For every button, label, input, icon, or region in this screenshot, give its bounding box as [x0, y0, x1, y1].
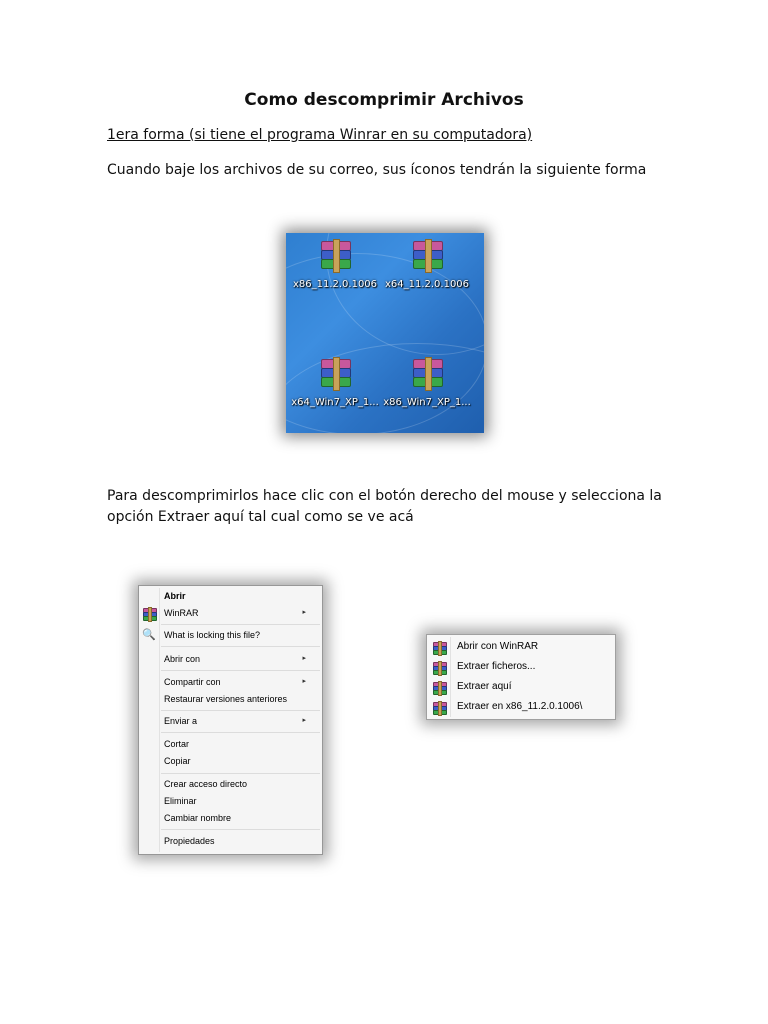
menu-item-extraer-aqui[interactable]: Extraer aquí — [457, 681, 512, 692]
menu-item-winrar[interactable] — [164, 606, 314, 620]
menu-item-cambiar-nombre[interactable]: Cambiar nombre — [164, 813, 232, 823]
menu-item-copiar[interactable]: Copiar — [164, 756, 191, 766]
submenu-arrow-icon: ▸ — [302, 678, 306, 685]
menu-item-enviar-a[interactable] — [164, 714, 314, 728]
menu-item-abrir[interactable]: Abrir — [164, 591, 186, 601]
submenu-arrow-icon: ▸ — [302, 655, 306, 662]
submenu-arrow-icon: ▸ — [302, 609, 306, 616]
winrar-archive-icon — [318, 239, 352, 273]
winrar-icon — [432, 701, 446, 715]
menu-item-label: WinRAR — [164, 608, 199, 618]
winrar-icon — [432, 681, 446, 695]
menu-item-crear-acceso[interactable]: Crear acceso directo — [164, 779, 248, 789]
winrar-archive-icon — [318, 357, 352, 391]
menu-item-label: Abrir con — [164, 654, 201, 664]
desktop-icon-label: x64_11.2.0.1006 — [384, 279, 470, 290]
winrar-icon — [142, 607, 156, 621]
submenu-arrow-icon: ▸ — [302, 717, 306, 724]
section-subtitle: 1era forma (si tiene el programa Winrar en su computadora) — [107, 127, 533, 143]
menu-item-extraer-en[interactable]: Extraer en x86_11.2.0.1006\ — [457, 701, 583, 712]
desktop-icon-label: x86_Win7_XP_1... — [383, 397, 471, 408]
context-menu — [138, 585, 323, 855]
menu-item-abrir-con[interactable] — [164, 652, 314, 666]
winrar-icon — [432, 661, 446, 675]
menu-item-abrir-con-winrar[interactable]: Abrir con WinRAR — [457, 641, 539, 652]
winrar-context-menu — [426, 634, 616, 720]
menu-item-eliminar[interactable]: Eliminar — [164, 796, 197, 806]
menu-item-label: Enviar a — [164, 716, 198, 726]
menu-item-label: Compartir con — [164, 677, 221, 687]
page-title: Como descomprimir Archivos — [244, 90, 524, 110]
desktop-screenshot — [286, 233, 484, 433]
desktop-icon-label: x86_11.2.0.1006 — [292, 279, 378, 290]
magnifier-lock-icon: 🔍 — [142, 629, 156, 641]
winrar-archive-icon — [410, 357, 444, 391]
winrar-archive-icon — [410, 239, 444, 273]
desktop-icon-label: x64_Win7_XP_1... — [291, 397, 379, 408]
menu-item-extraer-ficheros[interactable]: Extraer ficheros... — [457, 661, 536, 672]
menu-item-compartir-con[interactable] — [164, 675, 314, 689]
menu-item-what-is-locking[interactable]: What is locking this file? — [164, 630, 261, 640]
menu-item-restaurar[interactable]: Restaurar versiones anteriores — [164, 694, 288, 704]
paragraph-icons: Cuando baje los archivos de su correo, sus íconos tendrán la siguiente forma — [107, 162, 647, 178]
winrar-icon — [432, 641, 446, 655]
menu-item-cortar[interactable]: Cortar — [164, 739, 190, 749]
desktop-icon[interactable] — [378, 239, 476, 290]
menu-item-propiedades[interactable]: Propiedades — [164, 836, 215, 846]
desktop-icon[interactable] — [286, 357, 384, 408]
desktop-icon[interactable] — [378, 357, 476, 408]
paragraph-instructions: Para descomprimirlos hace clic con el botón derecho del mouse y selecciona la opción Extraer aquí tal cual como se ve acá — [107, 488, 662, 525]
desktop-icon[interactable] — [286, 239, 384, 290]
